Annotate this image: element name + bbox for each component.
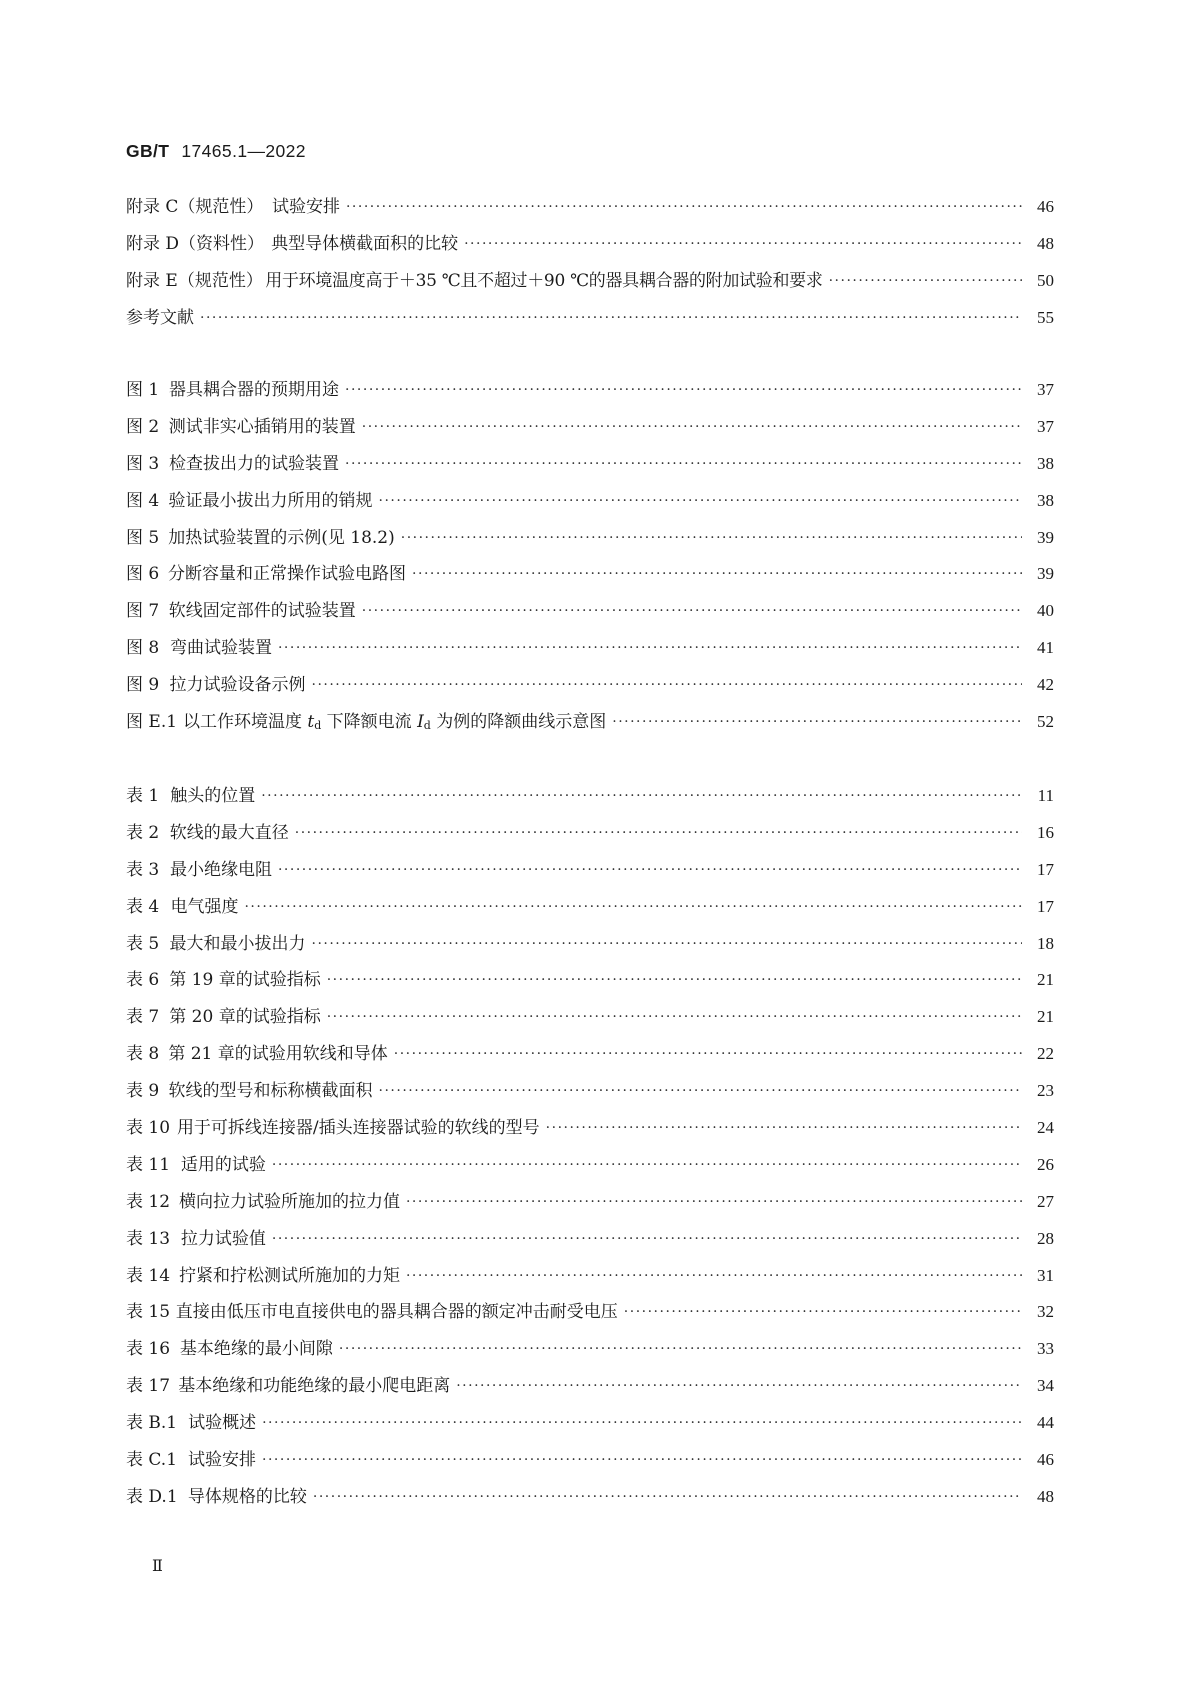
toc-entry-title: 软线的最大直径	[169, 822, 289, 843]
leader-dots	[346, 199, 1022, 215]
toc-entry-figure-e1[interactable]	[126, 707, 1054, 744]
toc-entry-title: 加热试验装置的示例(见 18.2)	[168, 527, 395, 548]
toc-entry-title: 直接由低压市电直接供电的器具耦合器的额定冲击耐受电压	[175, 1302, 618, 1323]
toc-entry-label: 图 6	[126, 564, 160, 585]
toc-entry-title: 测试非实心插销用的装置	[168, 416, 356, 437]
toc-entry-page: 46	[1037, 197, 1054, 216]
appendix-toc-list	[126, 192, 1054, 340]
toc-entry-table[interactable]	[126, 818, 1054, 855]
toc-entry-table[interactable]	[126, 929, 1054, 966]
toc-entry-label: 表 13	[126, 1228, 171, 1249]
toc-entry-table[interactable]	[126, 1408, 1054, 1445]
toc-entry-figure[interactable]	[126, 375, 1054, 412]
toc-entry-table[interactable]	[126, 1002, 1054, 1039]
toc-entry-page: 18	[1037, 933, 1054, 953]
toc-entry-title: 分断容量和正常操作试验电路图	[168, 564, 407, 585]
toc-entry-table[interactable]	[126, 1297, 1054, 1334]
toc-entry-title: 导体规格的比较	[187, 1486, 307, 1507]
leader-dots	[313, 1489, 1022, 1505]
toc-entry-page: 32	[1037, 1302, 1054, 1322]
toc-entry-title: 基本绝缘和功能绝缘的最小爬电距离	[178, 1376, 451, 1397]
toc-entry-title: 电气强度	[170, 896, 239, 917]
toc-entry-table[interactable]	[126, 781, 1054, 818]
symbol-i: I	[417, 712, 424, 733]
leader-dots	[312, 936, 1023, 952]
toc-entry-label: 表 3	[126, 859, 160, 880]
toc-entry-references[interactable]	[126, 303, 1054, 340]
document-header	[126, 141, 306, 162]
toc-entry-label: 表 1	[126, 786, 160, 806]
toc-entry-label: 表 8	[126, 1044, 160, 1065]
toc-entry-table[interactable]	[126, 1113, 1054, 1150]
toc-entry-title: 用于环境温度高于＋35 ℃且不超过＋90 ℃的器具耦合器的附加试验和要求	[265, 270, 823, 291]
toc-entry-label: 表 16	[126, 1339, 171, 1360]
toc-entry-table[interactable]	[126, 965, 1054, 1002]
toc-entry-label: 表 10	[126, 1118, 171, 1139]
toc-entry-title: 试验安排	[271, 197, 340, 217]
toc-entry-label: 图 7	[126, 601, 160, 622]
toc-entry-label: 表 6	[126, 970, 160, 991]
toc-entry-page: 38	[1037, 490, 1054, 510]
leader-dots	[278, 640, 1022, 656]
leader-dots	[244, 899, 1022, 915]
toc-entry-page: 11	[1037, 786, 1054, 805]
leader-dots	[295, 825, 1022, 841]
standard-number: 17465.1—2022	[181, 141, 306, 161]
toc-entry-title: 触头的位置	[170, 786, 256, 806]
leader-dots	[327, 1009, 1022, 1025]
toc-entry-page: 42	[1037, 675, 1054, 695]
toc-entry-label: 表 14	[126, 1265, 171, 1286]
toc-entry-page: 21	[1037, 1007, 1054, 1027]
leader-dots	[612, 714, 1022, 730]
leader-dots	[278, 862, 1022, 878]
toc-entry-page: 46	[1037, 1450, 1054, 1470]
toc-entry-page: 48	[1037, 233, 1054, 253]
toc-entry-label: 附录 D（资料性）	[126, 233, 265, 254]
toc-entry-title: 第 20 章的试验指标	[169, 1007, 321, 1028]
toc-entry-title: 用于可拆线连接器/插头连接器试验的软线的型号	[176, 1118, 540, 1139]
toc-entry-page: 38	[1037, 453, 1054, 473]
figure-toc-list	[126, 375, 1054, 744]
toc-entry-label: 表 B.1	[126, 1413, 178, 1434]
toc-entry-page: 39	[1037, 527, 1054, 547]
toc-entry-title: 试验概述	[188, 1413, 257, 1434]
toc-entry-title: 软线的型号和标称横截面积	[168, 1081, 373, 1102]
toc-entry-label: 图 9	[126, 675, 160, 696]
leader-dots	[456, 1378, 1022, 1394]
leader-dots	[394, 1046, 1022, 1062]
leader-dots	[345, 456, 1022, 472]
toc-entry-title: 软线固定部件的试验装置	[168, 601, 356, 622]
toc-entry-page: 24	[1037, 1118, 1054, 1138]
toc-entry-title: 拉力试验值	[180, 1228, 266, 1249]
leader-dots	[379, 493, 1022, 509]
leader-dots	[464, 236, 1022, 252]
toc-entry-page: 26	[1037, 1154, 1054, 1174]
toc-entry-title: 器具耦合器的预期用途	[169, 380, 340, 400]
leader-dots	[412, 566, 1022, 582]
leader-dots	[272, 1231, 1022, 1247]
toc-entry-title: 适用的试验	[180, 1154, 266, 1175]
toc-entry-title: 基本绝缘的最小间隙	[179, 1339, 333, 1360]
leader-dots	[262, 1452, 1022, 1468]
toc-entry-page: 28	[1037, 1228, 1054, 1248]
toc-entry-title: 横向拉力试验所施加的拉力值	[178, 1191, 400, 1212]
leader-dots	[327, 972, 1022, 988]
toc-entry-title: 最大和最小拔出力	[169, 933, 306, 954]
toc-entry-label: 图 4	[126, 490, 160, 511]
toc-entry-title: 弯曲试验装置	[169, 638, 272, 659]
toc-entry-title: 最小绝缘电阻	[169, 859, 272, 880]
toc-entry-label: 附录 E（规范性）	[126, 270, 263, 291]
toc-entry-table[interactable]	[126, 1334, 1054, 1371]
toc-entry-page: 23	[1037, 1081, 1054, 1101]
toc-entry-appendix-c[interactable]	[126, 192, 1054, 229]
leader-dots	[401, 530, 1022, 546]
toc-entry-label: 图 E.1	[126, 712, 178, 733]
toc-entry-label: 图 2	[126, 416, 160, 437]
toc-entry-label: 表 11	[126, 1154, 171, 1175]
toc-entry-table[interactable]	[126, 1371, 1054, 1408]
standard-prefix: GB/T	[126, 141, 170, 161]
toc-entry-label: 表 12	[126, 1191, 171, 1212]
leader-dots	[339, 1341, 1022, 1357]
symbol-t: t	[307, 712, 315, 733]
toc-entry-page: 33	[1037, 1339, 1054, 1359]
toc-entry-page: 17	[1037, 859, 1054, 879]
toc-entry-figure[interactable]	[126, 449, 1054, 486]
table-toc-list	[126, 781, 1054, 1519]
toc-entry-page: 37	[1037, 380, 1054, 399]
toc-entry-title: 典型导体横截面积的比较	[271, 233, 459, 254]
toc-entry-page: 37	[1037, 416, 1054, 436]
toc-entry-label: 图 8	[126, 638, 160, 659]
toc-entry-figure[interactable]	[126, 486, 1054, 523]
toc-entry-page: 34	[1037, 1376, 1054, 1396]
toc-entry-page: 44	[1037, 1413, 1054, 1433]
leader-dots	[379, 1083, 1022, 1099]
toc-entry-title: 验证最小拔出力所用的销规	[168, 490, 373, 511]
toc-entry-table[interactable]	[126, 1224, 1054, 1261]
toc-entry-page: 52	[1037, 712, 1054, 732]
toc-entry-figure[interactable]	[126, 523, 1054, 560]
toc-entry-page: 27	[1037, 1191, 1054, 1211]
toc-entry-page: 55	[1037, 307, 1054, 327]
toc-entry-page: 41	[1037, 638, 1054, 658]
toc-entry-title: 拉力试验设备示例	[169, 675, 306, 696]
leader-dots	[546, 1120, 1022, 1136]
toc-entry-page: 40	[1037, 601, 1054, 621]
toc-entry-table[interactable]	[126, 855, 1054, 892]
toc-entry-page: 39	[1037, 564, 1054, 584]
footer-page-number: Ⅱ	[152, 1558, 163, 1575]
toc-entry-label: 表 17	[126, 1376, 171, 1397]
toc-entry-title: 检查拔出力的试验装置	[169, 453, 340, 474]
toc-entry-label: 表 C.1	[126, 1450, 178, 1471]
toc-entry-page: 16	[1037, 822, 1054, 842]
toc-entry-page: 22	[1037, 1044, 1054, 1064]
subscript-d: d	[423, 719, 431, 733]
leader-dots	[345, 382, 1022, 398]
toc-entry-appendix-e[interactable]	[126, 266, 1054, 303]
toc-entry-table[interactable]	[126, 1187, 1054, 1224]
leader-dots	[406, 1268, 1022, 1284]
leader-dots	[406, 1194, 1022, 1210]
leader-dots	[829, 273, 1022, 289]
toc-entry-label: 表 9	[126, 1081, 160, 1102]
toc-entry-table[interactable]	[126, 1482, 1054, 1519]
toc-entry-table[interactable]	[126, 892, 1054, 929]
toc-entry-title: 试验安排	[188, 1450, 257, 1471]
toc-entry-title: 第 19 章的试验指标	[169, 970, 321, 991]
toc-entry-label: 参考文献	[126, 307, 194, 328]
leader-dots	[262, 1415, 1022, 1431]
toc-entry-label: 表 15	[126, 1302, 171, 1323]
toc-entry-title: 第 21 章的试验用软线和导体	[168, 1044, 388, 1065]
toc-entry-label: 图 5	[126, 527, 160, 548]
leader-dots	[312, 677, 1023, 693]
toc-entry-figure[interactable]	[126, 633, 1054, 670]
toc-entry-figure[interactable]	[126, 412, 1054, 449]
toc-entry-table[interactable]	[126, 1445, 1054, 1482]
leader-dots	[200, 310, 1022, 326]
toc-entry-page: 48	[1037, 1486, 1054, 1506]
toc-entry-figure[interactable]	[126, 596, 1054, 633]
toc-entry-page: 50	[1037, 270, 1054, 290]
toc-entry-page: 31	[1037, 1265, 1054, 1285]
subscript-d: d	[314, 719, 322, 733]
toc-entry-label: 表 D.1	[126, 1486, 178, 1507]
leader-dots	[261, 788, 1022, 804]
toc-entry-title: 拧紧和拧松测试所施加的力矩	[178, 1265, 400, 1286]
toc-entry-page: 21	[1037, 970, 1054, 990]
toc-entry-table[interactable]	[126, 1076, 1054, 1113]
leader-dots	[362, 603, 1022, 619]
toc-entry-table[interactable]	[126, 1150, 1054, 1187]
toc-entry-table[interactable]	[126, 1039, 1054, 1076]
toc-entry-figure[interactable]	[126, 670, 1054, 707]
toc-entry-figure[interactable]	[126, 559, 1054, 596]
toc-entry-label: 附录 C（规范性）	[126, 197, 264, 217]
leader-dots	[362, 419, 1022, 435]
leader-dots	[272, 1157, 1022, 1173]
toc-entry-label: 图 3	[126, 453, 160, 474]
toc-entry-label: 图 1	[126, 380, 160, 400]
leader-dots	[624, 1304, 1022, 1320]
toc-entry-page: 17	[1037, 896, 1054, 916]
toc-entry-label: 表 5	[126, 933, 160, 954]
toc-entry-table[interactable]	[126, 1261, 1054, 1298]
toc-entry-label: 表 7	[126, 1007, 160, 1028]
toc-entry-appendix-d[interactable]	[126, 229, 1054, 266]
toc-entry-label: 表 2	[126, 822, 160, 843]
toc-entry-label: 表 4	[126, 896, 160, 917]
toc-entry-title: 以工作环境温度 td 下降额电流 Id 为例的降额曲线示意图	[182, 712, 607, 733]
